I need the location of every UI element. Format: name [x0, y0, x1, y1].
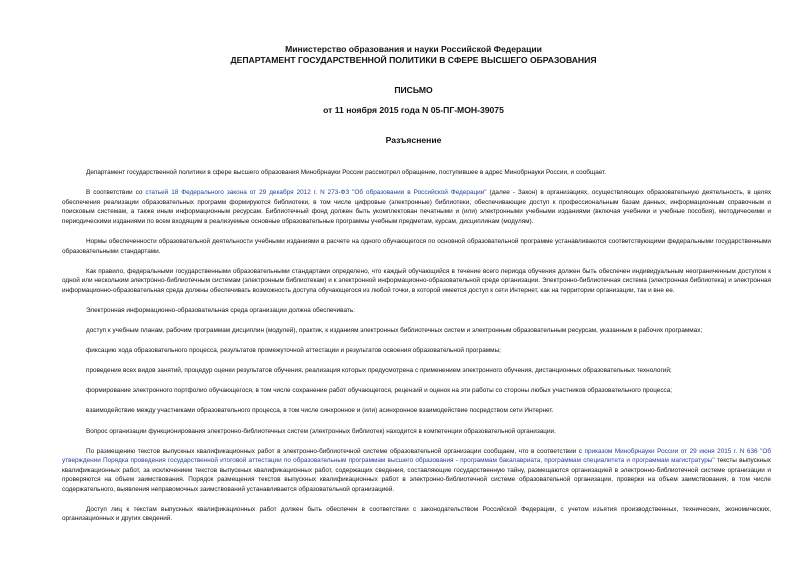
document-type: ПИСЬМО [394, 85, 433, 95]
paragraph-6: доступ к учебным планам, рабочим программам дисциплин (модулей), практик, к изданиям электронных библиотечных систем и электронным образовательным ресурсам, указанным в рабочих программах; [86, 327, 703, 335]
paragraph-3: Нормы обеспеченности образовательной деятельности учебными изданиями в расчете на одного обучающегося по основной образовательной программе устанавливаются соответствующими федеральными государственными образовательными стандартами. [62, 237, 771, 255]
document-body [62, 168, 772, 523]
paragraph-2 [62, 188, 771, 226]
paragraph-12-text-start: По размещению текстов выпускных квалификационных работ в электронно-библиотечной системе образовательной организации сообщаем, что в соответствии с [86, 447, 585, 455]
paragraph-12-text-end: тексты выпускных квалификационных работ, за исключением текстов выпускных квалификационных работ, содержащих сведения, составляющие государственную тайну, размещаются организацией в электронно-библиотечной системе организации и проверяются на объем заимствования. Порядок размещения текстов выпускных квалификационных работ в электронно-библиотечной системе образовательной организации, проверки на объем заимствования, в том числе содержательного, выявления неправомочных заимствований устанавливается образовательной организацией. [62, 457, 771, 493]
paragraph-10: взаимодействие между участниками образовательного процесса, в том числе синхронное и (или) асинхронное взаимодействие посредством сети Интернет. [86, 407, 554, 415]
paragraph-12 [62, 447, 771, 495]
paragraph-9: формирование электронного портфолио обучающегося, в том числе сохранение работ обучающегося, рецензий и оценок на эти работы со стороны любых участников образовательного процесса; [86, 387, 673, 395]
paragraph-2-text-start: В соответствии со [86, 189, 146, 197]
ministry-name: Министерство образования и науки Российской Федерации [285, 44, 542, 54]
law-273-link[interactable]: статьей 18 Федерального закона от 29 декабря 2012 г. N 273-ФЗ "Об образовании в Российской Федерации" [145, 189, 487, 197]
paragraph-5: Электронная информационно-образовательная среда организации должна обеспечивать: [86, 306, 355, 314]
paragraph-8: проведение всех видов занятий, процедур оценки результатов обучения, реализация которых предусмотрена с применением электронного обучения, дистанционных образовательных технологий; [86, 367, 672, 375]
paragraph-1: Департамент государственной политики в сфере высшего образования Минобрнауки России рассмотрел обращение, поступившее в адрес Минобрнауки России, и сообщает. [86, 169, 607, 176]
department-name: ДЕПАРТАМЕНТ ГОСУДАРСТВЕННОЙ ПОЛИТИКИ В СФЕРЕ ВЫСШЕГО ОБРАЗОВАНИЯ [230, 55, 597, 65]
paragraph-2-text-end: (далее - Закон) в организациях, осуществляющих образовательную деятельность, в целях обеспечения реализации образовательных программ формируются библиотеки, в том числе цифровые (электронные) библиотеки, обеспечивающие доступ к профессиональным базам данных, информационным справочным и поисковым системам, а также иным информационным ресурсам. Библиотечный фонд должен быть укомплектован печатными и (или) электронными учебными изданиями (включая учебники и учебные пособия), методическими и периодическими изданиями по всем входящим в реализуемые основные образовательные программы учебным предметам, курсам, дисциплинам (модулям). [62, 189, 772, 225]
paragraph-7: фиксацию хода образовательного процесса, результатов промежуточной аттестации и результатов освоения образовательной программы; [86, 347, 501, 355]
paragraph-13: Доступ лиц к текстам выпускных квалификационных работ должен быть обеспечен в соответствии с законодательством Российской Федерации, с учетом изъятия производственных, технических, экономических, организационных и других сведений. [62, 505, 771, 523]
document-date-number: от 11 ноября 2015 года N 05-ПГ-МОН-39075 [323, 105, 504, 115]
document-header [62, 44, 765, 146]
paragraph-11: Вопрос организации функционирования электронно-библиотечных систем (электронных библиотек) находится в компетенции образовательной организации. [86, 427, 556, 435]
paragraph-4: Как правило, федеральными государственными образовательными стандартами определено, что каждый обучающийся в течение всего периода обучения должен быть обеспечен индивидуальным неограниченным доступом к одной или нескольким электронно-библиотечным системам (электронным библиотекам) и к электронной информационно-образовательной среде организации. Электронно-библиотечная система (электронная библиотека) и электронная информационно-образовательная среда должны обеспечивать возможность доступа обучающегося из любой точки, в которой имеется доступ к сети Интернет, как на территории организации, так и вне ее. [62, 267, 771, 294]
order-636-link[interactable]: приказом Минобрнауки России от 29 июня 2015 г. N 636 "Об утверждении Порядка проведения государственной итоговой аттестации по образовательным программам высшего образования - программам бакалавриата, программам специалитета и программам магистратуры" [62, 447, 771, 465]
document-subtitle: Разъяснение [385, 135, 442, 145]
